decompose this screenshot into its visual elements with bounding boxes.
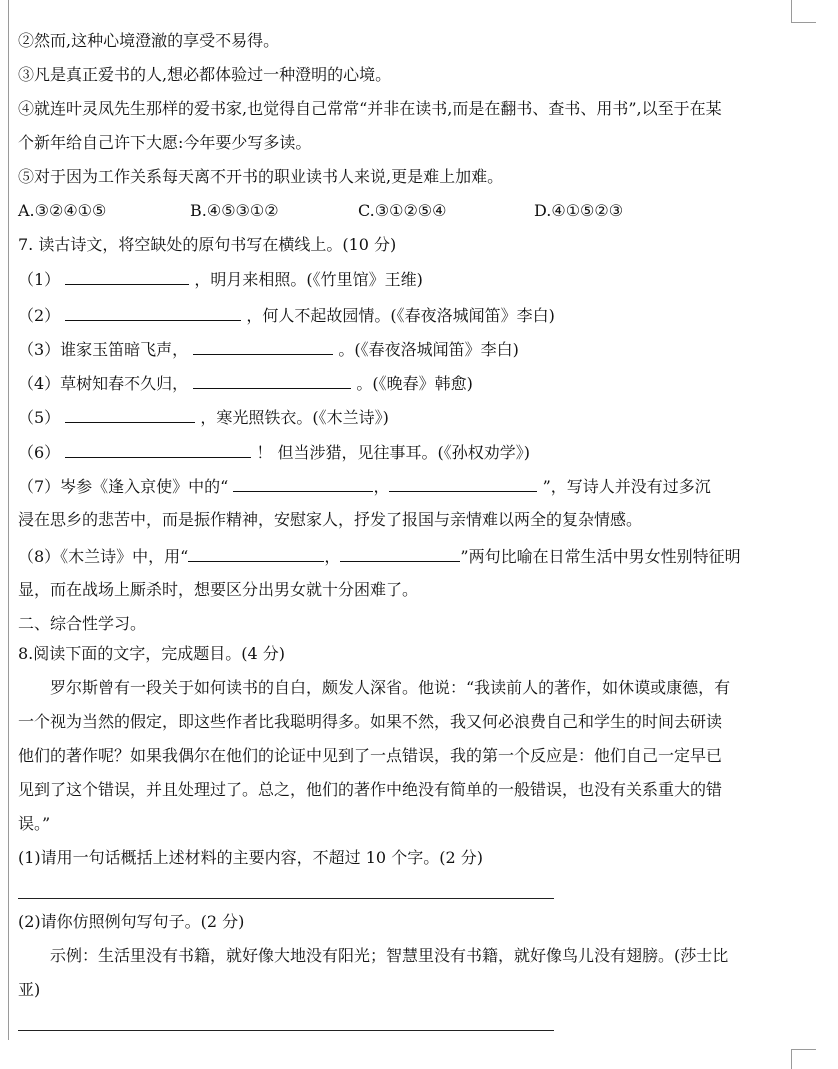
q7-item-3 xyxy=(18,338,519,360)
q8-passage-line-1: 罗尔斯曾有一段关于如何读书的自白，颇发人深省。他说：“我读前人的著作，如休谟或康德，有 xyxy=(50,678,731,697)
sentence-5: ⑤对于因为工作关系每天离不开书的职业读书人来说,更是难上加难。 xyxy=(18,167,504,186)
sentence-2: ②然而,这种心境澄澈的享受不易得。 xyxy=(18,31,280,50)
q7-item-4-blank[interactable] xyxy=(193,372,351,389)
q7-item-1 xyxy=(18,268,423,290)
q7-item-1-text: ，明月来相照。(《竹里馆》王维) xyxy=(194,270,423,289)
option-b[interactable]: B.④⑤③①② xyxy=(190,201,279,220)
option-c[interactable]: C.③①②⑤④ xyxy=(358,201,447,220)
q7-item-6-number: （6） xyxy=(18,443,61,462)
q8-example-line-1: 示例：生活里没有书籍，就好像大地没有阳光；智慧里没有书籍，就好像鸟儿没有翅膀。(莎士比 xyxy=(50,946,729,965)
q8-sub-1-answer-line[interactable] xyxy=(18,898,554,899)
q7-item-3-blank[interactable] xyxy=(193,338,333,355)
q7-item-8-comma: ， xyxy=(324,547,341,566)
q8-sub-2-answer-line[interactable] xyxy=(18,1030,554,1031)
q7-item-6 xyxy=(18,441,530,463)
option-d[interactable]: D.④①⑤②③ xyxy=(534,201,624,220)
sentence-4-line2: 个新年给自己许下大愿:今年要少写多读。 xyxy=(18,133,312,152)
q7-item-3-text-before: （3）谁家玉笛暗飞声， xyxy=(18,340,189,359)
q7-item-7-line2: 浸在思乡的悲苦中，而是振作精神，安慰家人，抒发了报国与亲情难以两全的复杂情感。 xyxy=(18,510,643,529)
section-2-title: 二、综合性学习。 xyxy=(18,614,147,633)
q7-item-6-blank[interactable] xyxy=(65,441,251,458)
q7-item-8-line1 xyxy=(18,545,741,567)
q7-item-2-number: （2） xyxy=(18,306,61,325)
q7-item-7-blank-2[interactable] xyxy=(389,475,537,492)
q7-item-5 xyxy=(18,406,389,428)
q7-item-2-text: ，何人不起故园情。(《春夜洛城闻笛》李白) xyxy=(246,306,555,325)
page-corner-mark-bottom xyxy=(791,1049,816,1069)
q8-passage-line-4: 见到了这个错误，并且处理过了。总之，他们的著作中绝没有简单的一般错误，也没有关系重大的错 xyxy=(18,780,723,799)
q7-item-5-text: ，寒光照铁衣。(《木兰诗》) xyxy=(200,408,389,427)
option-a[interactable]: A.③②④①⑤ xyxy=(18,201,107,220)
answer-options xyxy=(18,200,623,222)
q7-item-1-number: （1） xyxy=(18,270,61,289)
q7-item-7-comma: ， xyxy=(373,477,390,496)
q7-item-7-line1 xyxy=(18,475,711,497)
sentence-3: ③凡是真正爱书的人,想必都体验过一种澄明的心境。 xyxy=(18,65,392,84)
q7-item-2 xyxy=(18,304,555,326)
q8-passage-line-2: 一个视为当然的假定，即这些作者比我聪明得多。如果不然，我又何必浪费自己和学生的时间去研读 xyxy=(18,712,723,731)
q7-item-7-blank-1[interactable] xyxy=(233,475,373,492)
page-corner-mark-top xyxy=(791,0,816,23)
q7-item-4 xyxy=(18,372,473,394)
q8-sub-1: (1)请用一句话概括上述材料的主要内容，不超过 10 个字。(2 分) xyxy=(18,848,483,867)
q8-title: 8.阅读下面的文字，完成题目。(4 分) xyxy=(18,644,286,663)
q8-passage-line-3: 他们的著作呢？如果我偶尔在他们的论证中见到了一点错误，我的第一个反应是：他们自己一定早已 xyxy=(18,746,723,765)
q7-item-8-text-before: （8）《木兰诗》中，用“ xyxy=(18,547,189,566)
q7-item-8-blank-1[interactable] xyxy=(188,545,324,562)
left-margin-line xyxy=(8,0,9,1040)
q7-item-4-text-after: 。(《晚春》韩愈) xyxy=(356,374,473,393)
q7-item-8-blank-2[interactable] xyxy=(340,545,460,562)
q7-item-7-text-before: （7）岑参《逢入京使》中的“ xyxy=(18,477,229,496)
q8-passage-line-5: 误。” xyxy=(18,814,51,833)
q7-item-7-text-after: ”，写诗人并没有过多沉 xyxy=(542,477,711,496)
q7-item-8-line2: 显，而在战场上厮杀时，想要区分出男女就十分困难了。 xyxy=(18,580,419,599)
q7-item-6-text: ！ 但当涉猎，见往事耳。(《孙权劝学》) xyxy=(256,443,530,462)
q7-item-8-text-after: ”两句比喻在日常生活中男女性别特征明 xyxy=(460,547,741,566)
q7-item-5-number: （5） xyxy=(18,408,61,427)
q7-title: 7. 读古诗文，将空缺处的原句书写在横线上。(10 分) xyxy=(18,235,397,254)
q8-sub-2: (2)请你仿照例句写句子。(2 分) xyxy=(18,912,245,931)
q8-example-line-2: 亚) xyxy=(18,980,41,999)
q7-item-5-blank[interactable] xyxy=(65,406,195,423)
q7-item-1-blank[interactable] xyxy=(65,268,189,285)
q7-item-3-text-after: 。(《春夜洛城闻笛》李白) xyxy=(338,340,519,359)
q7-item-2-blank[interactable] xyxy=(65,304,241,321)
q7-item-4-text-before: （4）草树知春不久归， xyxy=(18,374,189,393)
sentence-4-line1: ④就连叶灵凤先生那样的爱书家,也觉得自己常常“并非在读书,而是在翻书、查书、用书”,以至于在某 xyxy=(18,99,722,118)
